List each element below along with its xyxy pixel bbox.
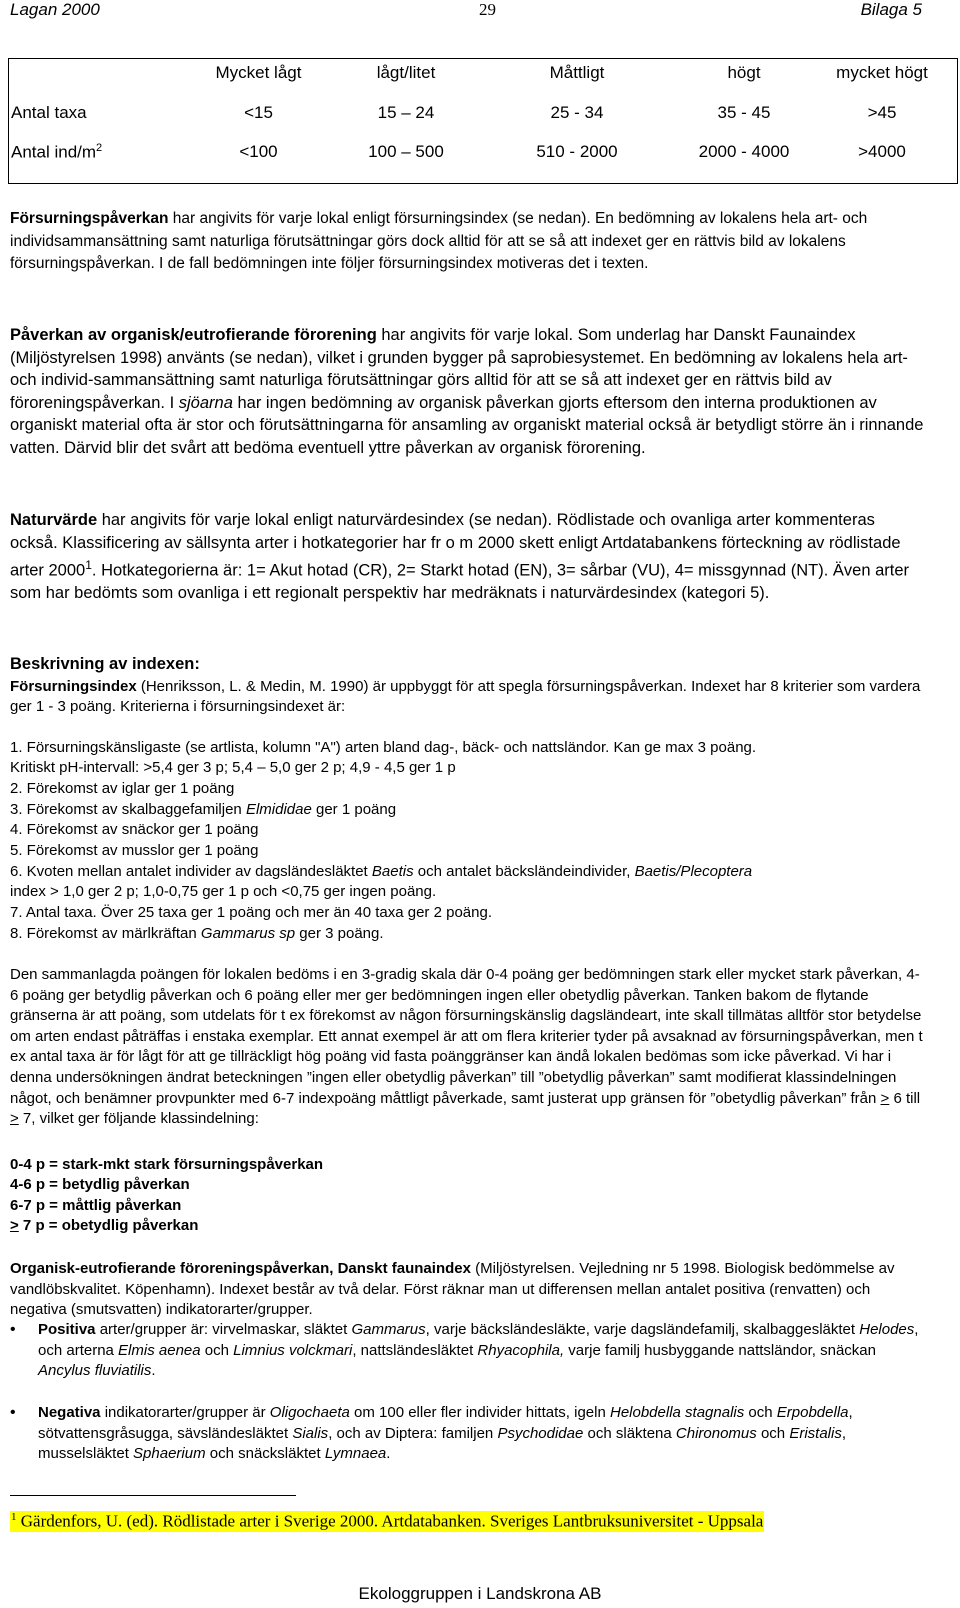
table-cell: 35 - 45 [717,103,771,122]
footnote: $^1$ Gärdenfors, U. (ed). Rödlistade arter i Sverige 2000. Artdatabanken. Sveriges Lantbruksuniversitet - Uppsala [11,1511,764,1531]
column-header: Måttligt [549,63,605,82]
column-header: Mycket lågt [215,63,302,82]
table-cell: 2000 - 4000 [698,142,790,161]
page-header [10,0,922,24]
list-item: 6-7 p = måttlig påverkan [10,1197,182,1214]
column-header: mycket högt [836,63,928,82]
header-left: Lagan 2000 [10,0,100,19]
column-header: högt [727,63,761,82]
list-item: 1. Försurningskänsligaste (se artlista, kolumn "A") arten bland dag-, bäck- och nattsländor. Kan ge max 3 poäng. [10,739,757,756]
table-cell: 510 - 2000 [536,142,618,161]
list-item: 4-6 p = betydlig påverkan [10,1176,190,1193]
list-item: 3. Förekomst av skalbaggefamiljen Elmididae ger 1 poäng [10,801,397,818]
row-label: Antal ind/$m^2$ [11,142,103,162]
paragraph-acid: Försurningspåverkan har angivits för varje lokal enligt försurningsindex (se nedan). En bedömning av lokalens hela art- och individsammansättning samt naturliga förutsättningar görs dock alltid för att se så att indexet ger en rättvis bild av lokalens försurningspåverkan. I de fall bedömningen inte följer försurningsindex motiveras det i texten. [10,210,868,272]
paragraph-acid-index: Försurningsindex (Henriksson, L. & Medin, M. 1990) är uppbyggt för att spegla försurningspåverkan. Indexet har 8 kriterier som vardera ger 1 - 3 poäng. Kriterierna i försurningsindexet är: [10,678,921,715]
table-cell: 25 - 34 [550,103,604,122]
table-cell: 100 – 500 [368,142,444,161]
section-title: Beskrivning av indexen: [10,655,200,673]
list-item-positive: Positiva arter/grupper är: virvelmaskar, släktet Gammarus, varje bäcksländesläkte, varje dagsländefamilj, skalbaggesläktet Helodes, och arterna Elmis aenea och Limnius volckmari, nattsländesläktet Rhyacophila, varje familj husbyggande nattsländor, snäckan Ancylus fluviatilis. [38,1321,919,1380]
list-item: 4. Förekomst av snäckor ger 1 poäng [10,821,259,838]
header-right: Bilaga 5 [860,0,922,19]
table-cell: >45 [867,103,897,122]
list-item: 5. Förekomst av musslor ger 1 poäng [10,842,259,859]
page-footer: Ekologgruppen i Landskrona AB [358,1584,602,1603]
paragraph-scoring: Den sammanlagda poängen för lokalen bedöms i en 3-gradig skala där 0-4 poäng ger bedömningen stark eller mycket stark påverkan, 4-6 poäng ger betydlig påverkan och 6 poäng eller mer ger bedömningen ingen eller obetydlig påverkan. Tanken bakom de flytande gränserna är att poäng, som utdelats för t ex förekomst av någon försurningskänslig dagsländeart, inte skall tillmätas alltför stor betydelse om arten endast påträffas i enstaka exemplar. Ett annat exempel är att om flera kriterier tyder på avsaknad av försurningspåverkan, men t ex antal taxa är för lågt för att ge tillräckligt hög poäng vid fasta poänggränser kan ändå lokalen bedömas som icke påverkad. Vi har i denna undersökningen ändrat beteckningen ”ingen eller obetydlig påverkan” till ”obetydlig påverkan” samt modifierat klassindelningen något, och benämner provpunkter med 6-7 indexpoäng måttligt påverkade, samt justerat upp gränsen för ”obetydlig påverkan” från > 6 till > 7, vilket ger följande klassindelning: [10,966,923,1128]
row-label: Antal taxa [11,103,87,122]
page-number: 29 [479,0,496,19]
column-header: lågt/litet [376,63,436,82]
list-item: > 7 p = obetydlig påverkan [10,1217,199,1234]
list-item: 6. Kvoten mellan antalet individer av dagsländesläktet Baetis och antalet bäcksländeindivider, Baetis/Plecoptera [10,863,753,880]
list-item-negative: Negativa indikatorarter/grupper är Oligochaeta om 100 eller fler individer hittats, igeln Helobdella stagnalis och Erpobdella, sötvattensgråsugga, sävsländesläktet Sialis, och av Diptera: familjen Psychodidae och släktena Chironomus och Eristalis, musselsläktet Sphaerium och snäcksläktet Lymnaea. [38,1404,853,1463]
class-table [8,58,958,184]
table-cell: 15 – 24 [377,103,435,122]
table-cell: >4000 [858,142,906,161]
list-item: 2. Förekomst av iglar ger 1 poäng [10,780,235,797]
list-item: 8. Förekomst av märlkräftan Gammarus sp ger 3 poäng. [10,925,384,942]
list-item: 7. Antal taxa. Över 25 taxa ger 1 poäng och mer än 40 taxa ger 2 poäng. [10,904,492,921]
paragraph-organic: Påverkan av organisk/eutrofierande förorening har angivits för varje lokal. Som underlag har Danskt Faunaindex (Miljöstyrelsen 1998) använts (se nedan), vilket i grunden bygger på saprobiesystemet. En bedömning av lokalens hela art- och individ-sammansättning samt naturliga förutsättningar görs alltid för att se så att indexet ger en rättvis bild av föroreningspåverkan. I sjöarna har ingen bedömning av organisk påverkan gjorts eftersom den interna produktionen av organiskt material ofta är stor och förutsättningarna för ansamling av organiskt material också är betydligt större än i rinnande vatten. Därvid blir det svårt att bedöma eventuell yttre påverkan av organisk förorening. [10,326,924,457]
bullet-icon: • [10,1321,16,1338]
table-cell: <15 [244,103,273,122]
paragraph-nature: Naturvärde har angivits för varje lokal enligt naturvärdesindex (se nedan). Rödlistade och ovanliga arter kommenteras också. Klassificering av sällsynta arter i hotkategorier har fr o m 2000 skett enligt Artdatabankens förteckning av rödlistade arter 2000$^1$. Hotkategorierna är: 1= Akut hotad (CR), 2= Starkt hotad (EN), 3= sårbar (VU), 4= missgynnad (NT). Även arter som har bedömts som ovanliga i ett regionalt perspektiv har medräknats i naturvärdesindex (kategori 5). [10,511,910,602]
bullet-icon: • [10,1404,16,1421]
footnote-separator [10,1495,296,1496]
table-cell: <100 [239,142,278,161]
list-item: index > 1,0 ger 2 p; 1,0-0,75 ger 1 p och <0,75 ger ingen poäng. [10,883,437,900]
paragraph-danish-index: Organisk-eutrofierande föroreningspåverkan, Danskt faunaindex (Miljöstyrelsen. Vejledning nr 5 1998. Biologisk bedömmelse av vandlöbskvalitet. Köpenhamn). Indexet består av två delar. Först räknar man ut differensen mellan antalet positiva (renvatten) och negativa (smutsvatten) indikatorarter/grupper. [10,1260,895,1318]
list-item: 0-4 p = stark-mkt stark försurningspåverkan [10,1156,324,1173]
list-item: Kritiskt pH-intervall: >5,4 ger 3 p; 5,4 – 5,0 ger 2 p; 4,9 - 4,5 ger 1 p [10,759,456,776]
